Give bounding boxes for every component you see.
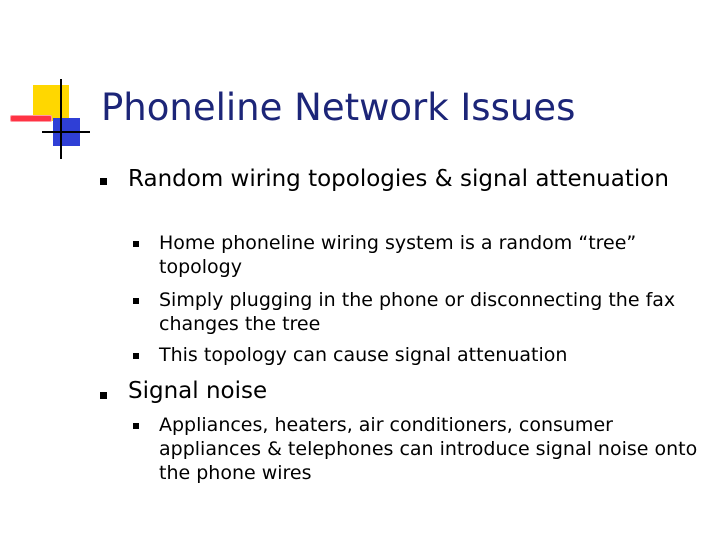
slide-title: Phoneline Network Issues (101, 86, 576, 129)
sub-bullet-marker (133, 298, 139, 304)
bullet-1: Random wiring topologies & signal attenuation (128, 166, 669, 192)
bullet-marker (100, 392, 107, 399)
sub-bullet-1-1: Home phoneline wiring system is a random “tree” topology (159, 232, 637, 278)
bullet-2: Signal noise (128, 378, 268, 404)
sub-bullet-1-3: This topology can cause signal attenuation (159, 344, 568, 366)
logo-horizontal-line (42, 131, 90, 133)
logo-red-bar (11, 116, 51, 121)
logo-vertical-line (60, 79, 62, 159)
bullet-marker (100, 178, 107, 185)
sub-bullet-marker (133, 353, 139, 359)
sub-bullet-1-2: Simply plugging in the phone or disconnecting the fax changes the tree (159, 289, 676, 335)
sub-bullet-marker (133, 423, 139, 429)
sub-bullet-2-1: Appliances, heaters, air conditioners, consumer appliances & telephones can introduce signal noise onto the phone wires (159, 414, 698, 484)
sub-bullet-marker (133, 241, 139, 247)
